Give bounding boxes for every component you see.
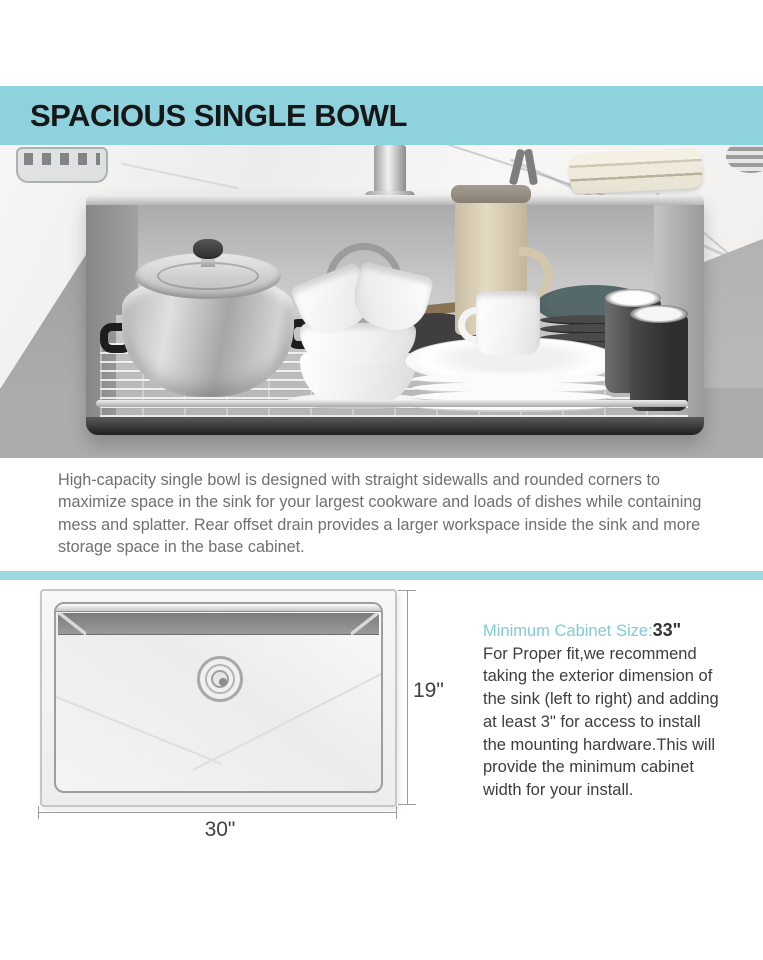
sink-front-lip — [86, 417, 704, 435]
cabinet-note-title — [483, 619, 751, 643]
description-line: High-capacity single bowl is designed with straight sidewalls and rounded corners to — [58, 471, 660, 489]
cabinet-note-line: width for your install. — [483, 780, 634, 799]
rack-front-bar — [96, 400, 688, 407]
width-dimension-line — [38, 812, 397, 813]
dark-tumbler-2 — [630, 313, 688, 411]
faucet — [374, 145, 406, 195]
bowl-crease-left — [54, 691, 221, 764]
drain-center — [219, 678, 227, 686]
cabinet-size-value: 33" — [652, 620, 682, 640]
cabinet-note-line: at least 3" for access to install — [483, 712, 701, 731]
cabinet-note-line: For Proper fit,we recommend — [483, 644, 697, 663]
sink-diagram — [40, 589, 397, 807]
pot-knob — [193, 239, 223, 259]
bowl-shelf-rim — [56, 604, 381, 612]
bowl-rear-shelf — [58, 613, 379, 635]
cabinet-size-label: Minimum Cabinet Size: — [483, 622, 653, 640]
glassware — [16, 147, 108, 183]
cabinet-note-line: provide the minimum cabinet — [483, 758, 694, 777]
width-dimension-label: 30" — [204, 818, 236, 841]
corner-plate — [726, 145, 763, 173]
description-line: storage space in the base cabinet. — [58, 538, 305, 557]
header-band — [0, 86, 763, 145]
divider-bar — [0, 571, 763, 580]
description-paragraph — [58, 469, 728, 559]
folded-towel — [569, 148, 703, 195]
canister-lid — [451, 185, 531, 203]
sink-rim — [86, 195, 704, 205]
page-title: SPACIOUS SINGLE BOWL — [30, 97, 407, 133]
diagram-bowl — [54, 602, 383, 793]
product-photo — [0, 145, 763, 458]
shelf-strut-right — [351, 613, 379, 635]
height-dimension-label: 19" — [413, 679, 444, 702]
marble-vein — [121, 163, 239, 190]
cabinet-note-line: the mounting hardware.This will — [483, 735, 716, 754]
shelf-strut-left — [58, 613, 86, 635]
white-mug — [476, 291, 540, 355]
description-line: mess and splatter. Rear offset drain provides a larger workspace inside the sink and more — [58, 515, 701, 534]
cabinet-note — [483, 619, 751, 802]
description-line: maximize space in the sink for your largest cookware and loads of dishes while containing — [58, 493, 702, 512]
height-dimension-line — [407, 590, 408, 805]
cabinet-note-line: taking the exterior dimension of — [483, 667, 713, 686]
cabinet-note-line: the sink (left to right) and adding — [483, 690, 719, 709]
utensils — [505, 149, 545, 189]
tumbler-rim-2 — [630, 305, 688, 323]
drain — [197, 656, 243, 702]
